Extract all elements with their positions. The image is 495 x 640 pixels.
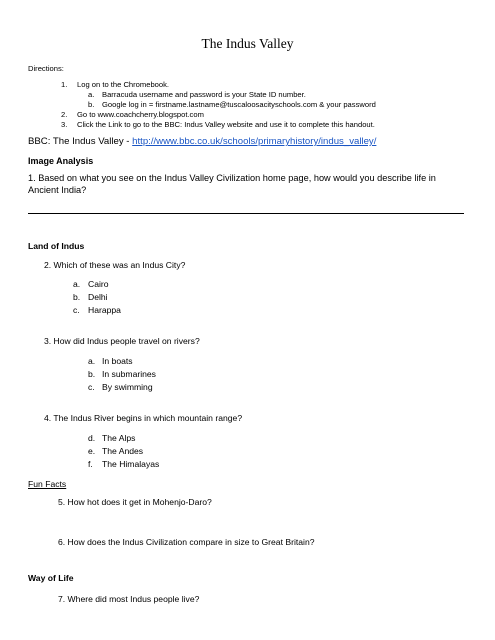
step-1a-text: Barracuda username and password is your State ID number. [102,90,306,99]
step-3-number: 3. [61,120,68,129]
bbc-prefix: BBC: The Indus Valley - [28,136,133,147]
q2-option-c-letter: c. [73,305,80,315]
q4-option-d-letter: d. [88,433,96,443]
land-of-indus-heading: Land of Indus [28,241,85,251]
question-3: 3. How did Indus people travel on rivers? [44,336,200,346]
q4-option-e: The Andes [102,446,144,456]
q3-option-c: By swimming [102,382,153,392]
way-of-life-heading: Way of Life [28,573,74,583]
answer-line [28,213,464,214]
question-1-line-2: Ancient India? [28,185,87,195]
question-1-line-1: 1. Based on what you see on the Indus Valley Civilization home page, how would you describe life in [28,173,436,183]
q2-option-c: Harappa [88,305,121,315]
step-2-text: Go to www.coachcherry.blogspot.com [77,110,204,119]
step-1b-letter: b. [88,100,95,109]
q3-option-a: In boats [102,356,133,366]
image-analysis-heading: Image Analysis [28,156,94,166]
q4-option-e-letter: e. [88,446,96,456]
directions-label: Directions: [28,64,64,73]
question-2: 2. Which of these was an Indus City? [44,260,186,270]
q3-option-a-letter: a. [88,356,96,366]
q2-option-b-letter: b. [73,292,81,302]
q4-option-d: The Alps [102,433,136,443]
question-5: 5. How hot does it get in Mohenjo-Daro? [58,497,212,507]
step-2-number: 2. [61,110,68,119]
step-1b-text: Google log in = firstname.lastname@tuscaloosacityschools.com & your password [102,100,376,109]
question-6: 6. How does the Indus Civilization compare in size to Great Britain? [58,537,315,547]
q3-option-b-letter: b. [88,369,96,379]
question-7: 7. Where did most Indus people live? [58,594,200,604]
q4-option-f-letter: f. [88,459,93,469]
step-1-text: Log on to the Chromebook. [77,80,170,89]
q3-option-c-letter: c. [88,382,95,392]
q3-option-b: In submarines [102,369,156,379]
q2-option-a: Cairo [88,279,109,289]
q4-option-f: The Himalayas [102,459,160,469]
step-1a-letter: a. [88,90,95,99]
q2-option-a-letter: a. [73,279,81,289]
step-3-text: Click the Link to go to the BBC: Indus Valley website and use it to complete this handout. [77,120,375,129]
bbc-line [28,136,376,147]
q2-option-b: Delhi [88,292,108,302]
question-4: 4. The Indus River begins in which mountain range? [44,413,243,423]
step-1-number: 1. [61,80,68,89]
page-title: The Indus Valley [201,36,294,51]
bbc-link[interactable]: http://www.bbc.co.uk/schools/primaryhistory/indus_valley/ [132,136,377,147]
fun-facts-heading: Fun Facts [28,479,67,489]
